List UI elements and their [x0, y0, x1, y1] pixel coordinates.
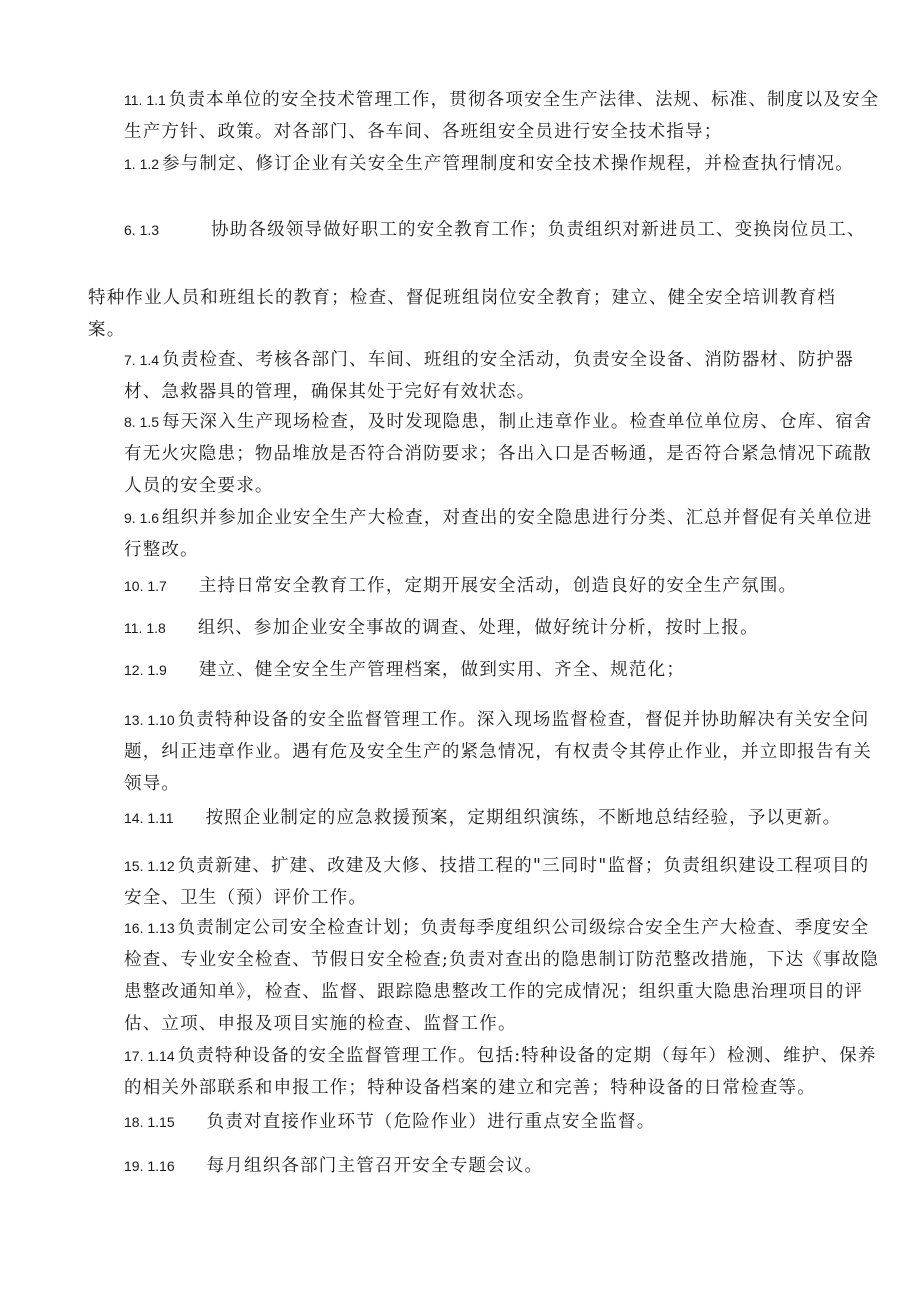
clause-1-13 — [88, 912, 884, 1040]
clause-number: 16. 1.13 — [124, 920, 175, 936]
clause-1-8 — [88, 612, 884, 644]
clause-1-14 — [88, 1040, 884, 1104]
clause-number: 14. 1.11 — [124, 810, 174, 826]
clause-text: 负责本单位的安全技术管理工作，贯彻各项安全生产法律、法规、标准、制度以及安全生产方针、政策。对各部门、各车间、各班组安全员进行安全技术指导； — [124, 90, 880, 142]
clause-1-12 — [88, 850, 884, 914]
clause-1-2 — [88, 148, 884, 180]
clause-number: 15. 1.12 — [124, 858, 175, 874]
clause-1-9 — [88, 654, 884, 686]
clause-text: 每月组织各部门主管召开安全专题会议。 — [206, 1156, 544, 1176]
clause-number: 17. 1.14 — [124, 1048, 175, 1064]
clause-1-6 — [88, 502, 884, 566]
clause-number: 19. 1.16 — [124, 1158, 175, 1174]
clause-1-5 — [88, 406, 884, 502]
clause-number: 11. 1.1 — [124, 92, 166, 108]
clause-text: 负责对直接作业环节（危险作业）进行重点安全监督。 — [206, 1112, 656, 1132]
clause-1-4 — [88, 344, 884, 408]
clause-1-11 — [88, 802, 884, 834]
clause-text: 主持日常安全教育工作，定期开展安全活动，创造良好的安全生产氛围。 — [198, 576, 798, 596]
clause-text: 协助各级领导做好职工的安全教育工作；负责组织对新进员工、变换岗位员工、 — [211, 220, 866, 240]
clause-text: 特种作业人员和班组长的教育；检查、督促班组岗位安全教育；建立、健全安全培训教育档案。 — [88, 288, 836, 340]
clause-text: 建立、健全安全生产管理档案，做到实用、齐全、规范化； — [198, 660, 686, 680]
clause-text: 参与制定、修订企业有关安全生产管理制度和安全技术操作规程，并检查执行情况。 — [162, 154, 854, 174]
clause-1-1 — [88, 84, 884, 148]
clause-text: 负责新建、扩建、改建及大修、技措工程的"三同时"监督；负责组织建设工程项目的安全、卫生（预）评价工作。 — [124, 856, 870, 908]
clause-text: 每天深入生产现场检查，及时发现隐患，制止违章作业。检查单位单位房、仓库、宿舍有无火灾隐患；物品堆放是否符合消防要求；各出入口是否畅通，是否符合紧急情况下疏散人员的安全要求。 — [124, 412, 873, 496]
clause-text: 按照企业制定的应急救援预案，定期组织演练，不断地总结经验，予以更新。 — [205, 808, 842, 828]
clause-text: 负责特种设备的安全监督管理工作。包括:特种设备的定期（每年）检测、维护、保养的相关外部联系和申报工作；特种设备档案的建立和完善；特种设备的日常检查等。 — [124, 1046, 877, 1098]
clause-number: 1. 1.2 — [124, 156, 160, 172]
clause-number: 13. 1.10 — [124, 712, 175, 728]
clause-number: 8. 1.5 — [124, 414, 160, 430]
clause-number: 7. 1.4 — [124, 352, 160, 368]
clause-1-3-continued — [88, 282, 848, 346]
clause-text: 负责检查、考核各部门、车间、班组的安全活动，负责安全设备、消防器材、防护器材、急救器具的管理，确保其处于完好有效状态。 — [124, 350, 854, 402]
clause-text: 负责特种设备的安全监督管理工作。深入现场监督检查，督促并协助解决有关安全问题，纠正违章作业。遇有危及安全生产的紧急情况，有权责令其停止作业，并立即报告有关领导。 — [124, 710, 872, 794]
clause-1-3 — [88, 214, 884, 246]
clause-text: 负责制定公司安全检查计划；负责每季度组织公司级综合安全生产大检查、季度安全检查、专业安全检查、节假日安全检查;负责对查出的隐患制订防范整改措施，下达《事故隐患整改通知单》，检查、监督、跟踪隐患整改工作的完成情况；组织重大隐患治理项目的评估、立项、申报及项目实施的检查、监督工作。 — [124, 918, 880, 1034]
clause-number: 10. 1.7 — [124, 578, 167, 594]
clause-text: 组织并参加企业安全生产大检查，对查出的安全隐患进行分类、汇总并督促有关单位进行整改。 — [124, 508, 873, 560]
clause-1-16 — [88, 1150, 884, 1182]
clause-number: 18. 1.15 — [124, 1114, 175, 1130]
clause-1-15 — [88, 1106, 884, 1138]
clause-number: 11. 1.8 — [124, 620, 166, 636]
clause-1-10 — [88, 704, 884, 800]
clause-text: 组织、参加企业安全事故的调查、处理，做好统计分析，按时上报。 — [197, 618, 759, 638]
clause-number: 12. 1.9 — [124, 662, 167, 678]
clause-number: 6. 1.3 — [124, 222, 160, 238]
clause-1-7 — [88, 570, 884, 602]
clause-number: 9. 1.6 — [124, 510, 160, 526]
